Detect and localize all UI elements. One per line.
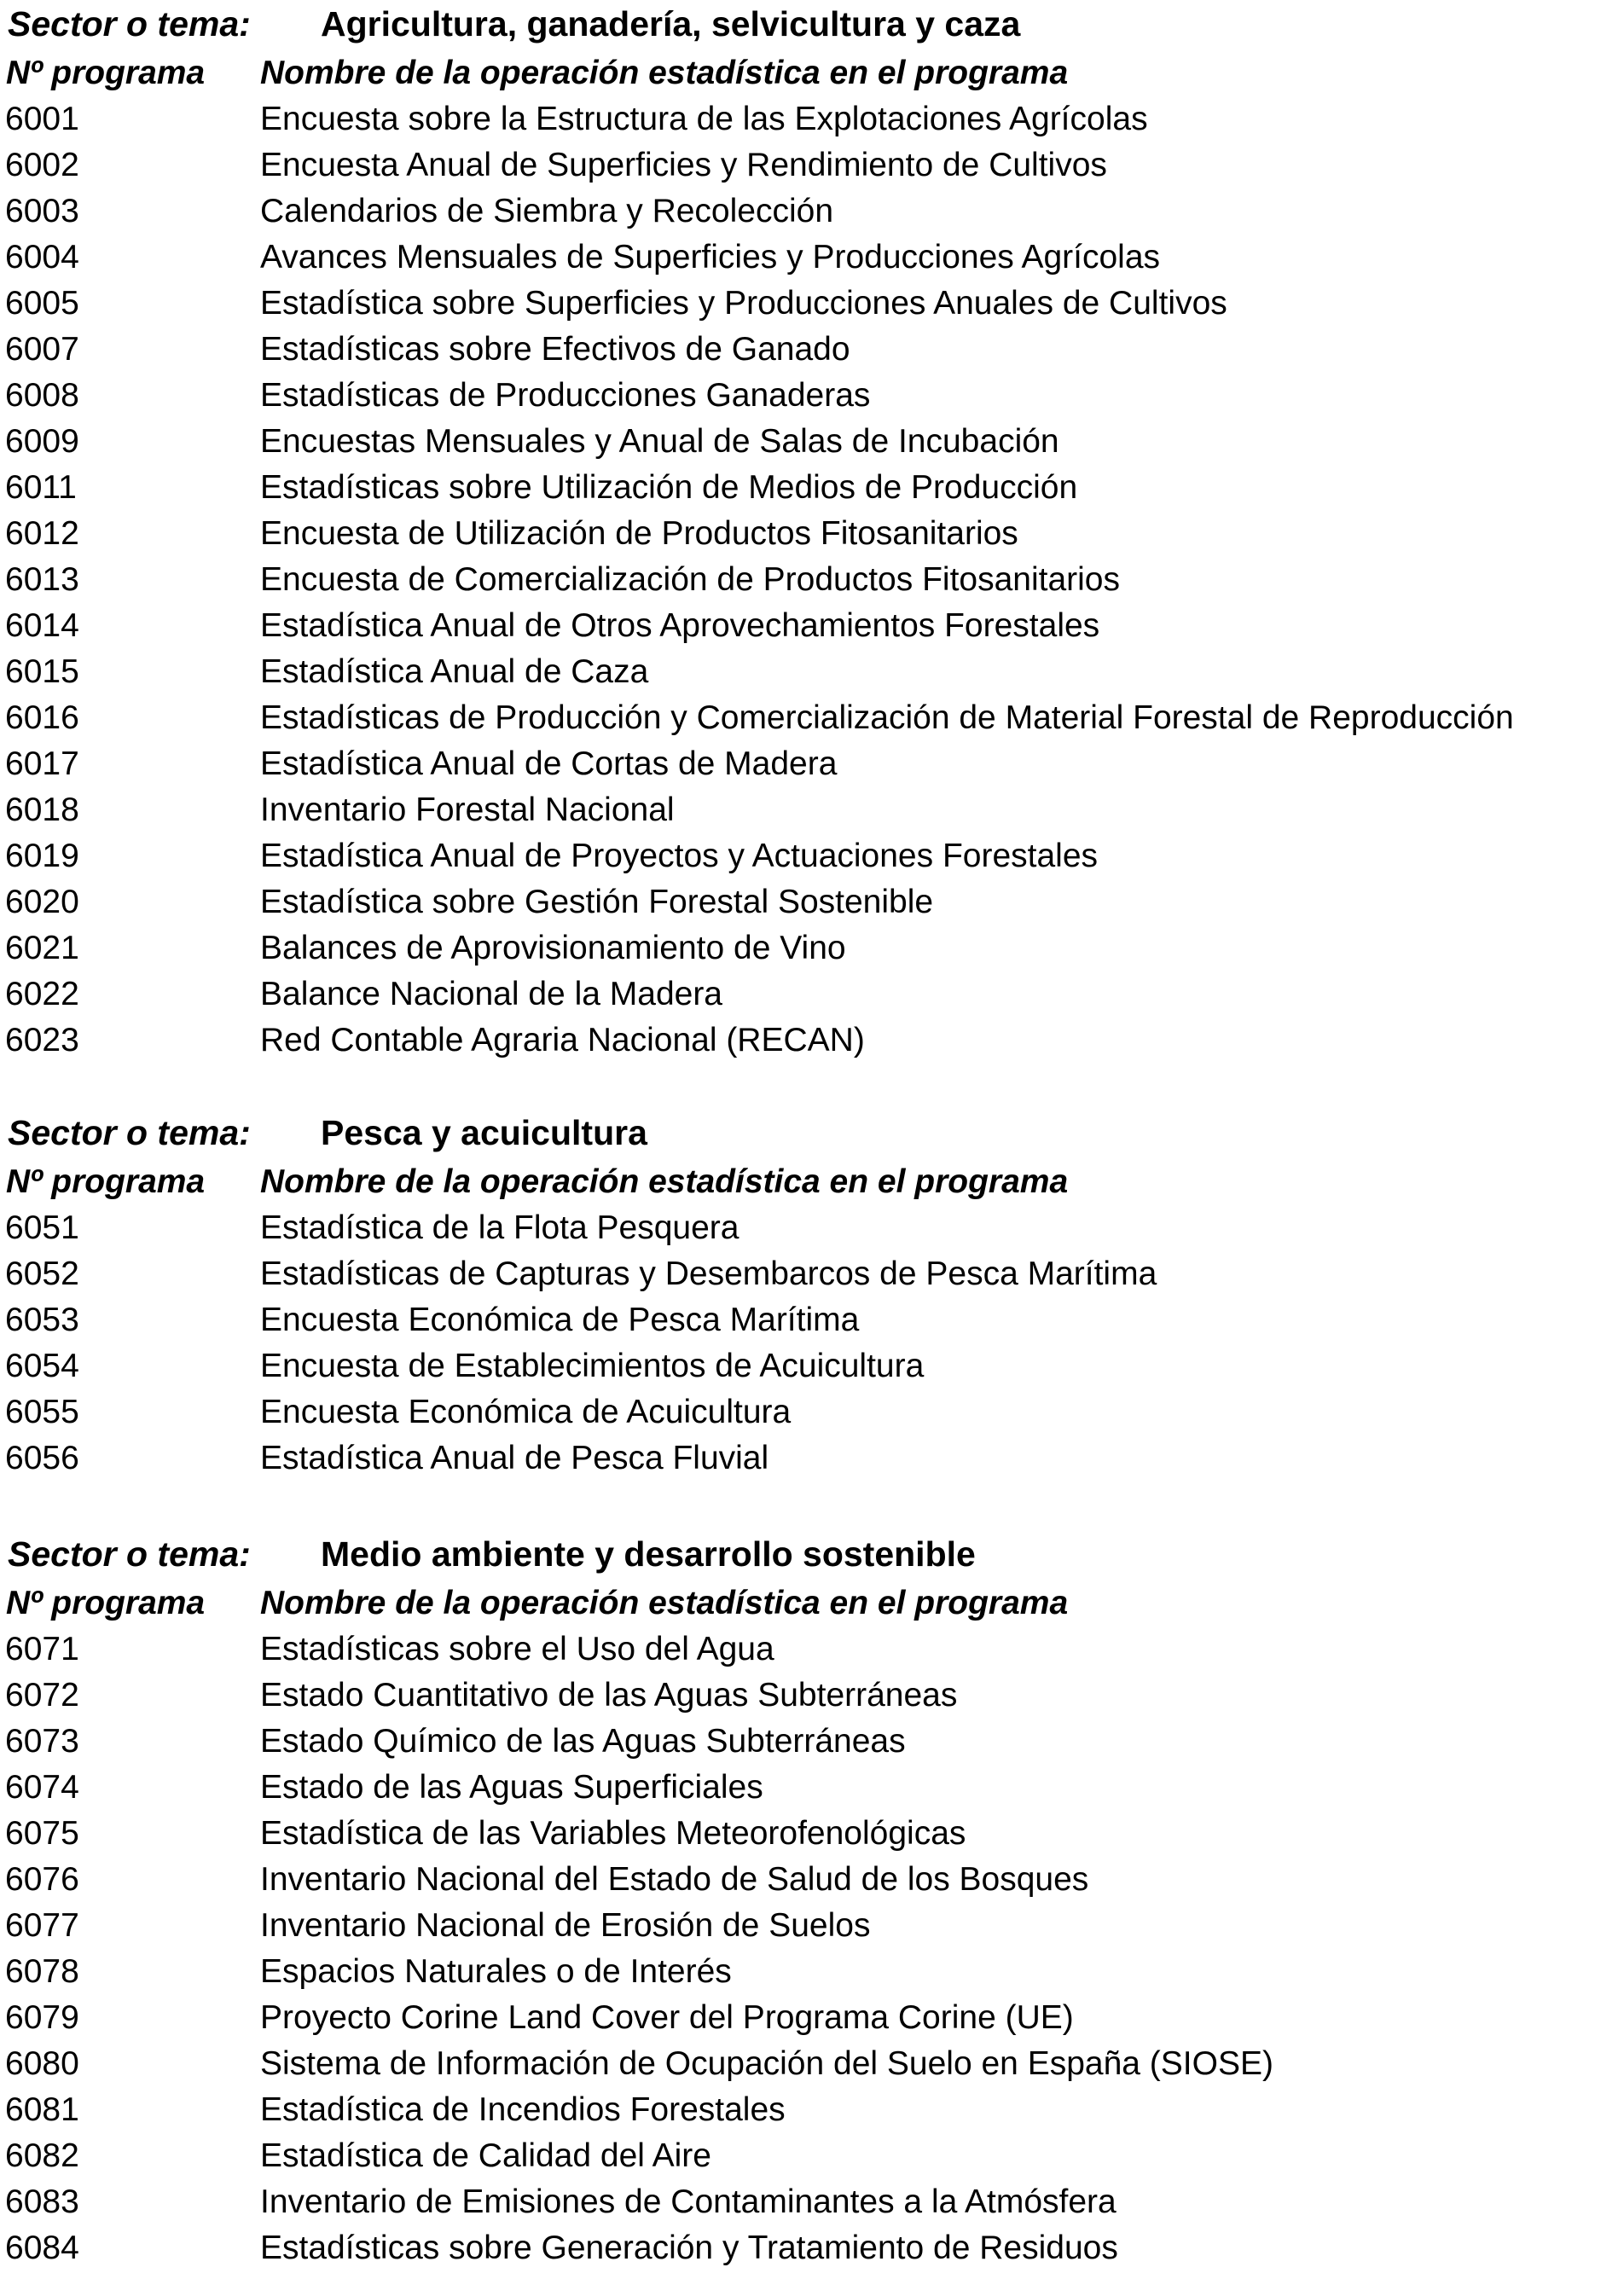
column-header-number: Nº programa [6, 55, 206, 91]
program-number: 6020 [5, 884, 79, 920]
program-number: 6018 [5, 792, 79, 828]
program-number: 6008 [5, 377, 79, 414]
program-number: 6015 [5, 653, 79, 690]
program-number: 6017 [5, 745, 79, 782]
program-number: 6074 [5, 1769, 79, 1806]
program-number: 6005 [5, 285, 79, 322]
table-row [0, 188, 1624, 235]
program-number: 6081 [5, 2091, 79, 2128]
program-number: 6083 [5, 2183, 79, 2220]
table-row [0, 281, 1624, 327]
operation-name: Encuesta sobre la Estructura de las Explotaciones Agrícolas [260, 101, 1148, 137]
operation-name: Encuesta Económica de Acuicultura [260, 1394, 792, 1430]
operation-name: Estadísticas de Producciones Ganaderas [260, 377, 871, 414]
program-number: 6013 [5, 561, 79, 598]
program-number: 6052 [5, 1255, 79, 1292]
table-row [0, 1627, 1624, 1673]
program-number: 6003 [5, 193, 79, 229]
operation-name: Encuesta Económica de Pesca Marítima [260, 1302, 860, 1338]
operation-name: Inventario de Emisiones de Contaminantes a la Atmósfera [260, 2183, 1116, 2220]
table-header [0, 1580, 1624, 1627]
table-row [0, 1857, 1624, 1903]
operation-name: Balances de Aprovisionamiento de Vino [260, 930, 846, 966]
table-row [0, 1435, 1624, 1482]
program-number: 6071 [5, 1631, 79, 1667]
table-row [0, 879, 1624, 925]
operation-name: Calendarios de Siembra y Recolección [260, 193, 834, 229]
table-row [0, 833, 1624, 879]
table-row [0, 1673, 1624, 1719]
operation-name: Balance Nacional de la Madera [260, 976, 723, 1012]
section-pesca [0, 1106, 1624, 1482]
operation-name: Estadística sobre Gestión Forestal Sostenible [260, 884, 934, 920]
sector-title [0, 1528, 1624, 1580]
program-number: 6019 [5, 838, 79, 874]
operation-name: Estadística Anual de Caza [260, 653, 649, 690]
table-row [0, 2133, 1624, 2179]
table-row [0, 695, 1624, 741]
program-number: 6001 [5, 101, 79, 137]
operation-name: Estadística Anual de Cortas de Madera [260, 745, 838, 782]
operation-name: Inventario Nacional de Erosión de Suelos [260, 1907, 871, 1944]
program-number: 6004 [5, 239, 79, 275]
operation-name: Inventario Forestal Nacional [260, 792, 675, 828]
operation-name: Avances Mensuales de Superficies y Producciones Agrícolas [260, 239, 1161, 275]
program-number: 6082 [5, 2137, 79, 2174]
operation-name: Estadística de Calidad del Aire [260, 2137, 711, 2174]
sector-name: Agricultura, ganadería, selvicultura y caza [321, 4, 1021, 43]
sector-name: Pesca y acuicultura [321, 1113, 647, 1152]
sector-label: Sector o tema: [8, 1534, 251, 1574]
operation-name: Estadística de la Flota Pesquera [260, 1209, 740, 1246]
operation-name: Estadísticas de Capturas y Desembarcos de Pesca Marítima [260, 1255, 1157, 1292]
operation-name: Encuesta Anual de Superficies y Rendimiento de Cultivos [260, 147, 1107, 183]
program-number: 6056 [5, 1440, 79, 1476]
program-number: 6078 [5, 1953, 79, 1990]
program-number: 6053 [5, 1302, 79, 1338]
program-number: 6077 [5, 1907, 79, 1944]
program-number: 6072 [5, 1677, 79, 1714]
program-number: 6011 [5, 469, 77, 506]
operation-name: Estadísticas sobre Generación y Tratamiento de Residuos [260, 2230, 1118, 2266]
table-row [0, 1205, 1624, 1251]
operation-name: Estado de las Aguas Superficiales [260, 1769, 763, 1806]
operation-name: Estadística Anual de Proyectos y Actuaciones Forestales [260, 838, 1099, 874]
operation-name: Estadística de las Variables Meteorofenológicas [260, 1815, 966, 1852]
sector-name: Medio ambiente y desarrollo sostenible [321, 1534, 976, 1574]
table-row [0, 925, 1624, 971]
column-header-name: Nombre de la operación estadística en el programa [260, 55, 1069, 91]
program-number: 6016 [5, 699, 79, 736]
operation-name: Estado Cuantitativo de las Aguas Subterráneas [260, 1677, 958, 1714]
column-header-name: Nombre de la operación estadística en el programa [260, 1585, 1069, 1621]
operation-name: Estado Químico de las Aguas Subterráneas [260, 1723, 906, 1760]
section-agricultura [0, 0, 1624, 1064]
operation-name: Encuesta de Utilización de Productos Fitosanitarios [260, 515, 1018, 552]
operation-name: Estadísticas sobre el Uso del Agua [260, 1631, 774, 1667]
table-row [0, 1811, 1624, 1857]
program-number: 6075 [5, 1815, 79, 1852]
sector-label: Sector o tema: [8, 4, 251, 43]
operation-name: Encuesta de Comercialización de Productos Fitosanitarios [260, 561, 1121, 598]
table-row [0, 373, 1624, 419]
table-row [0, 787, 1624, 833]
table-row [0, 1251, 1624, 1297]
operation-name: Encuesta de Establecimientos de Acuicultura [260, 1348, 925, 1384]
operation-name: Red Contable Agraria Nacional (RECAN) [260, 1022, 865, 1058]
table-row [0, 511, 1624, 557]
program-number: 6079 [5, 1999, 79, 2036]
table-row [0, 1995, 1624, 2041]
program-number: 6023 [5, 1022, 79, 1058]
table-row [0, 1297, 1624, 1343]
table-row [0, 465, 1624, 511]
program-number: 6009 [5, 423, 79, 460]
operation-name: Estadística sobre Superficies y Producciones Anuales de Cultivos [260, 285, 1227, 322]
table-row [0, 971, 1624, 1018]
program-number: 6014 [5, 607, 79, 644]
table-row [0, 1343, 1624, 1389]
table-row [0, 235, 1624, 281]
program-number: 6051 [5, 1209, 79, 1246]
program-number: 6012 [5, 515, 79, 552]
program-number: 6054 [5, 1348, 79, 1384]
operation-name: Estadística Anual de Otros Aprovechamientos Forestales [260, 607, 1100, 644]
table-row [0, 2041, 1624, 2087]
table-row [0, 1389, 1624, 1435]
sector-title [0, 0, 1624, 50]
operation-name: Estadística Anual de Pesca Fluvial [260, 1440, 769, 1476]
table-row [0, 96, 1624, 142]
operation-name: Espacios Naturales o de Interés [260, 1953, 732, 1990]
table-header [0, 50, 1624, 96]
program-number: 6080 [5, 2045, 79, 2082]
sector-label: Sector o tema: [8, 1113, 251, 1152]
column-header-name: Nombre de la operación estadística en el programa [260, 1163, 1069, 1200]
operation-name: Inventario Nacional del Estado de Salud de los Bosques [260, 1861, 1089, 1898]
program-number: 6021 [5, 930, 79, 966]
operation-name: Estadística de Incendios Forestales [260, 2091, 786, 2128]
table-row [0, 1765, 1624, 1811]
operation-name: Estadísticas de Producción y Comercialización de Material Forestal de Reproducción [260, 699, 1514, 736]
table-header [0, 1159, 1624, 1205]
operation-name: Encuestas Mensuales y Anual de Salas de Incubación [260, 423, 1059, 460]
table-row [0, 1719, 1624, 1765]
table-row [0, 142, 1624, 188]
table-row [0, 419, 1624, 465]
table-row [0, 2087, 1624, 2133]
table-row [0, 603, 1624, 649]
table-row [0, 1949, 1624, 1995]
program-number: 6022 [5, 976, 79, 1012]
table-row [0, 327, 1624, 373]
program-number: 6007 [5, 331, 79, 368]
table-row [0, 2225, 1624, 2271]
column-header-number: Nº programa [6, 1163, 206, 1200]
table-row [0, 2179, 1624, 2225]
program-number: 6073 [5, 1723, 79, 1760]
table-row [0, 1018, 1624, 1064]
program-number: 6055 [5, 1394, 79, 1430]
table-row [0, 741, 1624, 787]
operation-name: Sistema de Información de Ocupación del Suelo en España (SIOSE) [260, 2045, 1273, 2082]
operation-name: Estadísticas sobre Utilización de Medios de Producción [260, 469, 1078, 506]
program-number: 6084 [5, 2230, 79, 2266]
program-number: 6076 [5, 1861, 79, 1898]
table-row [0, 557, 1624, 603]
table-row [0, 1903, 1624, 1949]
section-medio-ambiente [0, 1528, 1624, 2271]
column-header-number: Nº programa [6, 1585, 206, 1621]
program-number: 6002 [5, 147, 79, 183]
table-row [0, 649, 1624, 695]
sector-title [0, 1106, 1624, 1159]
operation-name: Proyecto Corine Land Cover del Programa Corine (UE) [260, 1999, 1074, 2036]
operation-name: Estadísticas sobre Efectivos de Ganado [260, 331, 850, 368]
